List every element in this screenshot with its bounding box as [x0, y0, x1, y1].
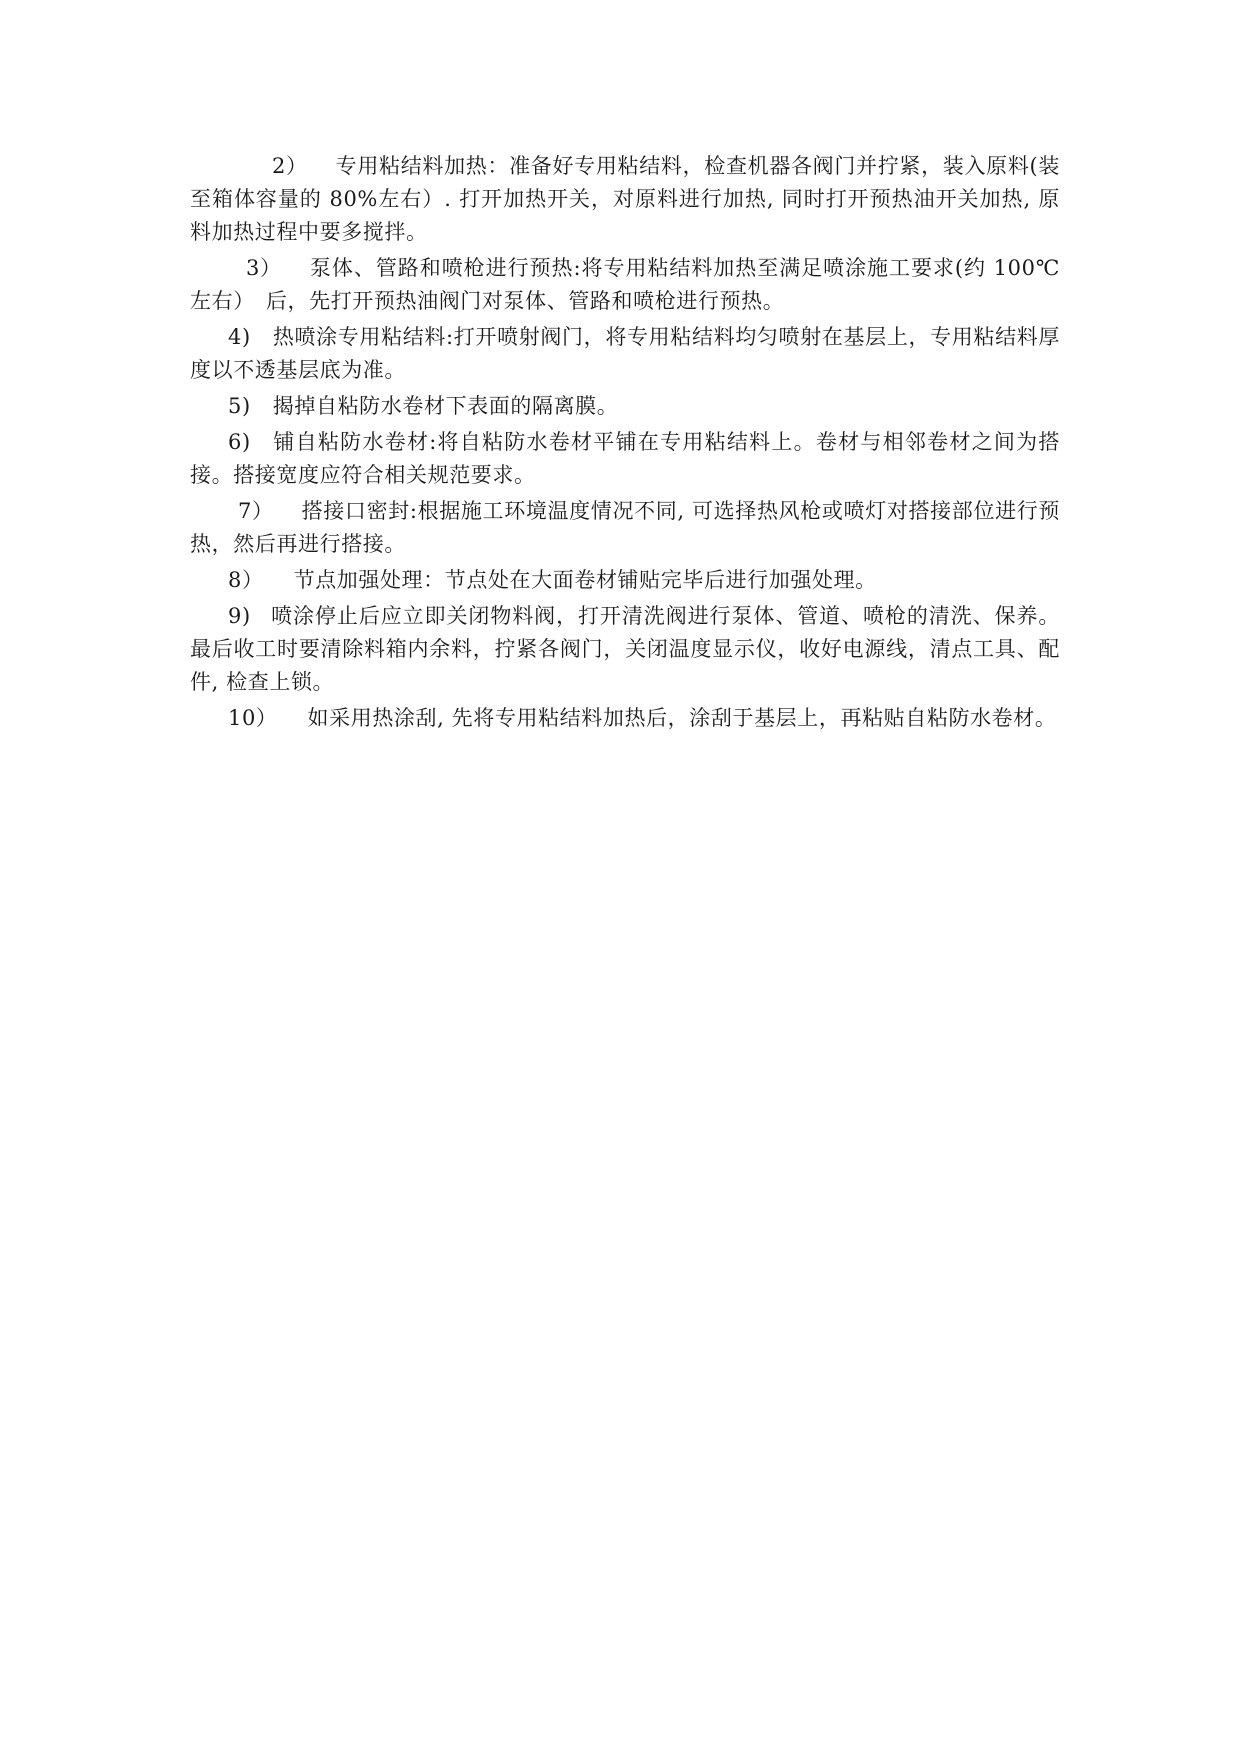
- paragraph-step-10: [190, 702, 1060, 735]
- step-text: 泵体、管路和喷枪进行预热:将专用粘结料加热至满足喷涂施工要求(约 100℃左右） 后，先打开预热油阀门对泵体、管路和喷枪进行预热。: [190, 256, 1060, 313]
- step-text: 揭掉自粘防水卷材下表面的隔离膜。: [272, 394, 619, 418]
- step-number: 3）: [246, 256, 282, 280]
- step-text: 专用粘结料加热：准备好专用粘结料，检查机器各阀门并拧紧，装入原料(装至箱体容量的 80%左右）. 打开加热开关，对原料进行加热, 同时打开预热油开关加热, 原料加热过程中要多搅拌。: [190, 154, 1060, 244]
- paragraph-step-9: [190, 600, 1060, 699]
- step-number: 8）: [228, 568, 264, 592]
- step-text: 如采用热涂刮, 先将专用粘结料加热后，涂刮于基层上，再粘贴自粘防水卷材。: [307, 706, 1057, 730]
- step-number: 7）: [238, 499, 274, 523]
- paragraph-step-4: [190, 321, 1060, 387]
- step-text: 热喷涂专用粘结料:打开喷射阀门，将专用粘结料均匀喷射在基层上，专用粘结料厚度以不透基层底为准。: [190, 325, 1060, 382]
- step-number: 2）: [272, 154, 308, 178]
- paragraph-step-8: [190, 564, 1060, 597]
- step-number: 9): [228, 604, 251, 628]
- step-text: 搭接口密封:根据施工环境温度情况不同, 可选择热风枪或喷灯对搭接部位进行预热，然后再进行搭接。: [190, 499, 1060, 556]
- paragraph-step-2: [190, 150, 1060, 249]
- step-text: 喷涂停止后应立即关闭物料阀，打开清洗阀进行泵体、管道、喷枪的清洗、保养。最后收工时要清除料箱内余料，拧紧各阀门，关闭温度显示仪，收好电源线，清点工具、配件, 检查上锁。: [190, 604, 1060, 694]
- paragraph-step-6: [190, 426, 1060, 492]
- step-number: 10）: [228, 706, 278, 730]
- paragraph-step-3: [190, 252, 1060, 318]
- step-text: 铺自粘防水卷材:将自粘防水卷材平铺在专用粘结料上。卷材与相邻卷材之间为搭接。搭接宽度应符合相关规范要求。: [190, 430, 1060, 487]
- step-number: 5): [228, 394, 251, 418]
- step-number: 4): [228, 325, 251, 349]
- paragraph-step-5: [190, 390, 1060, 423]
- step-text: 节点加强处理：节点处在大面卷材铺贴完毕后进行加强处理。: [293, 568, 877, 592]
- step-number: 6): [228, 430, 251, 454]
- paragraph-step-7: [190, 495, 1060, 561]
- document-body: [190, 150, 1060, 738]
